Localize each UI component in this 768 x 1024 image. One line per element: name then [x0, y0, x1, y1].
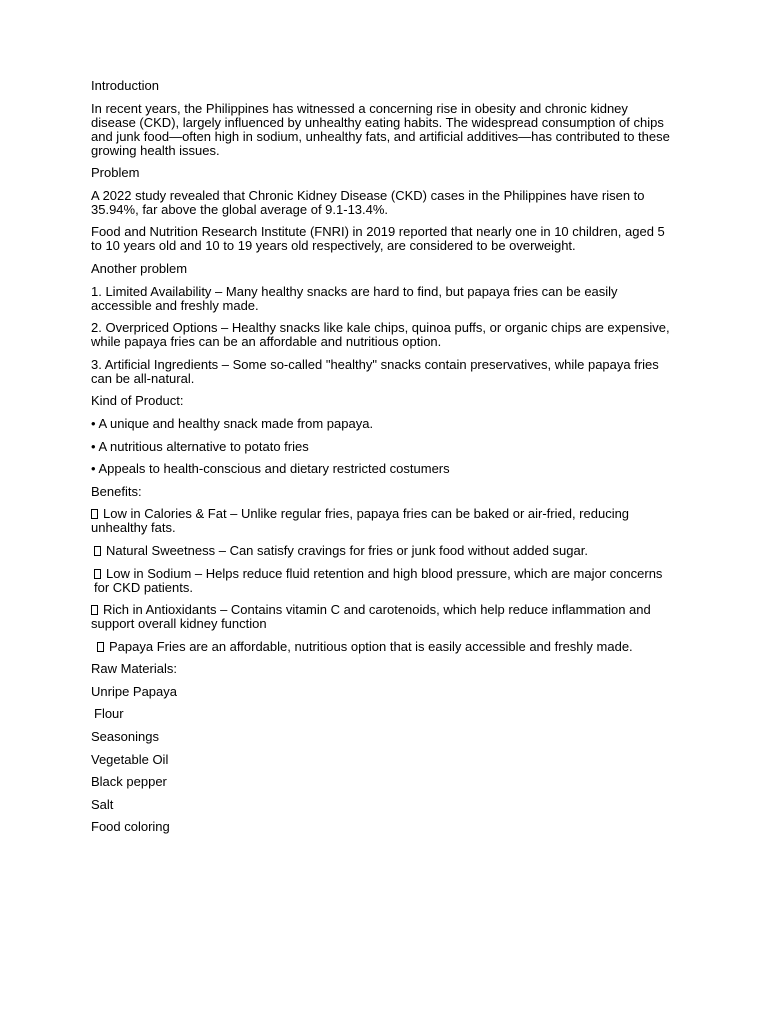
benefit-item [91, 507, 676, 535]
another-problem-item: 3. Artificial Ingredients – Some so-called "healthy" snacks contain preservatives, while papaya fries can be all-natural. [91, 356, 659, 386]
problem-heading: Problem [91, 165, 140, 181]
raw-material-item: Salt [91, 796, 114, 812]
benefit-text: Low in Calories & Fat – Unlike regular fries, papaya fries can be baked or air-fried, reducing unhealthy fats. [91, 506, 630, 536]
benefit-text: Natural Sweetness – Can satisfy cravings for fries or junk food without added sugar. [106, 542, 588, 558]
intro-paragraph: In recent years, the Philippines has witnessed a concerning rise in obesity and chronic kidney disease (CKD), largely influenced by unhealthy eating habits. The widespread consumption of chips and junk food—often high in sodium, unhealthy fats, and artificial additives—has contributed to these growing health issues. [91, 100, 670, 158]
raw-material-item: Vegetable Oil [91, 751, 169, 767]
raw-material-item: Black pepper [91, 774, 167, 790]
raw-material-item: Seasonings [91, 729, 159, 745]
kind-item: • Appeals to health-conscious and dietary restricted costumers [91, 461, 450, 477]
missing-glyph-icon [91, 509, 98, 519]
raw-material-item: Flour [94, 706, 124, 722]
benefits-heading: Benefits: [91, 483, 142, 499]
benefit-item [91, 603, 676, 631]
problem-paragraph-1: A 2022 study revealed that Chronic Kidney Disease (CKD) cases in the Philippines have risen to 35.94%, far above the global average of 9.1-13.4%. [91, 187, 645, 217]
benefit-text: Papaya Fries are an affordable, nutritious option that is easily accessible and freshly made. [109, 638, 633, 654]
another-problem-heading: Another problem [91, 260, 188, 276]
benefit-text: Low in Sodium – Helps reduce fluid retention and high blood pressure, which are major concerns for CKD patients. [94, 565, 663, 595]
missing-glyph-icon [94, 569, 101, 579]
raw-material-item: Unripe Papaya [91, 683, 177, 699]
missing-glyph-icon [97, 642, 104, 652]
document-page [91, 79, 676, 843]
kind-item: • A nutritious alternative to potato fries [91, 438, 309, 454]
another-problem-item: 2. Overpriced Options – Healthy snacks like kale chips, quinoa puffs, or organic chips are expensive, while papaya fries can be an affordable and nutritious option. [91, 320, 670, 350]
benefit-item [91, 567, 676, 595]
intro-heading: Introduction [91, 78, 159, 93]
missing-glyph-icon [91, 605, 98, 615]
problem-paragraph-2: Food and Nutrition Research Institute (FNRI) in 2019 reported that nearly one in 10 children, aged 5 to 10 years old and 10 to 19 years old respectively, are considered to be overweight. [91, 224, 665, 254]
benefit-text: Rich in Antioxidants – Contains vitamin C and carotenoids, which help reduce inflammation and support overall kidney function [91, 602, 651, 632]
kind-item: • A unique and healthy snack made from papaya. [91, 415, 374, 431]
raw-materials-heading: Raw Materials: [91, 661, 177, 677]
missing-glyph-icon [94, 546, 101, 556]
benefit-item [91, 544, 676, 558]
raw-material-item: Food coloring [91, 819, 170, 835]
benefit-item [91, 640, 676, 654]
another-problem-item: 1. Limited Availability – Many healthy snacks are hard to find, but papaya fries can be easily accessible and freshly made. [91, 283, 618, 313]
kind-of-product-heading: Kind of Product: [91, 393, 184, 409]
